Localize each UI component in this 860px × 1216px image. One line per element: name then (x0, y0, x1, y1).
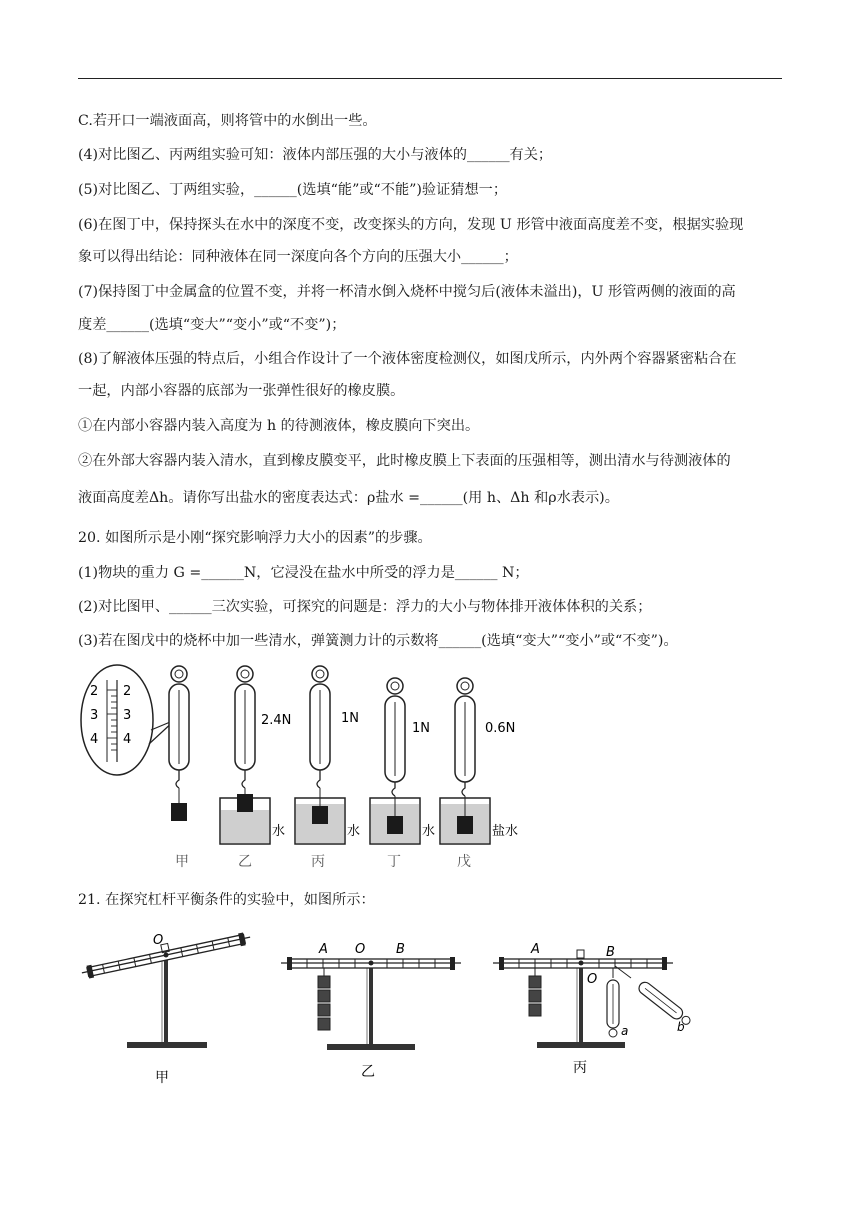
block-ding (387, 816, 403, 834)
spring-a-label: a (621, 1024, 629, 1038)
zoom-tick-left-2: 2 (90, 684, 99, 699)
text-line-q20-1: (1)物块的重力 G =______N，它浸没在盐水中所受的浮力是______ N； (78, 565, 529, 581)
text-line-q20: 20. 如图所示是小刚“探究影响浮力大小的因素”的步骤。 (78, 530, 432, 546)
spring-scale-yi (220, 666, 291, 844)
caption-lever-yi: 乙 (361, 1064, 375, 1080)
spring-b-label: b (677, 1020, 685, 1034)
text-line-q20-2: (2)对比图甲、______三次实验，可探究的问题是：浮力的大小与物体排开液体体积的关系； (78, 599, 652, 615)
liquid-ding: 水 (422, 824, 436, 839)
lever-yi-o: O (355, 942, 366, 957)
text-line-q8a: (8)了解液体压强的特点后，小组合作设计了一个液体密度检测仪，如图戊所示，内外两个容器紧密粘合在 (78, 351, 737, 367)
caption-ding: 丁 (387, 854, 401, 870)
buoyancy-figure (75, 660, 555, 875)
header-rule (78, 78, 782, 79)
caption-lever-jia: 甲 (155, 1070, 169, 1085)
spring-scale-ding (370, 678, 435, 844)
block-wu (457, 816, 473, 834)
caption-lever-bing: 丙 (573, 1060, 587, 1076)
reading-ding: 1N (412, 721, 430, 736)
caption-yi: 乙 (238, 854, 252, 870)
caption-bing: 丙 (311, 854, 325, 870)
liquid-yi: 水 (272, 824, 286, 839)
text-line-q7b: 度差______(选填“变大”“变小”或“不变”)； (78, 317, 346, 333)
lever-jia-o: O (153, 933, 164, 948)
text-line-q7a: (7)保持图丁中金属盒的位置不变，并将一杯清水倒入烧杯中搅匀后(液体未溢出)，U 形管两侧的液面的高 (78, 284, 736, 300)
lever-figure (75, 920, 695, 1085)
lever-yi-b: B (396, 942, 405, 957)
reading-wu: 0.6N (485, 721, 516, 736)
zoom-tick-right-3: 3 (123, 708, 132, 723)
lever-yi (281, 942, 461, 1050)
text-line-q6a: (6)在图丁中，保持探头在水中的深度不变，改变探头的方向，发现 U 形管中液面高度差不变，根据实验现 (78, 217, 744, 233)
lever-bing-b: B (606, 945, 615, 960)
zoom-tick-right-2: 2 (123, 684, 132, 699)
caption-wu: 戊 (457, 854, 471, 870)
zoom-bubble (81, 665, 175, 775)
text-line-q4: (4)对比图乙、丙两组实验可知：液体内部压强的大小与液体的______有关； (78, 147, 553, 163)
caption-jia: 甲 (175, 854, 189, 870)
lever-bing (493, 942, 693, 1048)
lever-jia (80, 926, 252, 1048)
text-line-q8b: 一起，内部小容器的底部为一张弹性很好的橡皮膜。 (78, 383, 405, 399)
reading-yi: 2.4N (261, 713, 292, 728)
lever-bing-o: O (587, 972, 598, 987)
text-line-q20-3: (3)若在图戊中的烧杯中加一些清水，弹簧测力计的示数将______(选填“变大”“变小”或“不变”)。 (78, 633, 678, 649)
text-line-q8-step2b: 液面高度差Δh。请你写出盐水的密度表达式：ρ盐水 =______(用 h、Δh 和ρ水表示)。 (78, 490, 619, 506)
lever-yi-a: A (319, 942, 328, 957)
spring-scale-wu (440, 678, 518, 844)
block-bing (312, 806, 328, 824)
text-line-q8-step1: ①在内部小容器内装入高度为 h 的待测液体，橡皮膜向下突出。 (78, 418, 480, 434)
liquid-bing: 水 (347, 824, 361, 839)
liquid-wu: 盐水 (492, 824, 519, 839)
text-line-q6b: 象可以得出结论：同种液体在同一深度向各个方向的压强大小______； (78, 249, 518, 265)
block-jia (171, 803, 187, 821)
text-line-q5: (5)对比图乙、丁两组实验，______(选填“能”或“不能”)验证猜想一； (78, 182, 508, 198)
reading-bing: 1N (341, 711, 359, 726)
lever-bing-a: A (531, 942, 540, 957)
text-line-q8-step2a: ②在外部大容器内装入清水，直到橡皮膜变平，此时橡皮膜上下表面的压强相等，测出清水与待测液体的 (78, 453, 731, 469)
block-yi (237, 794, 253, 812)
zoom-tick-left-3: 3 (90, 708, 99, 723)
zoom-tick-right-4: 4 (123, 732, 132, 747)
spring-scale-jia (169, 666, 189, 821)
spring-scale-bing (295, 666, 360, 844)
zoom-tick-left-4: 4 (90, 732, 99, 747)
text-line-c: C.若开口一端液面高，则将管中的水倒出一些。 (78, 113, 377, 129)
text-line-q21: 21. 在探究杠杆平衡条件的实验中，如图所示： (78, 892, 375, 908)
